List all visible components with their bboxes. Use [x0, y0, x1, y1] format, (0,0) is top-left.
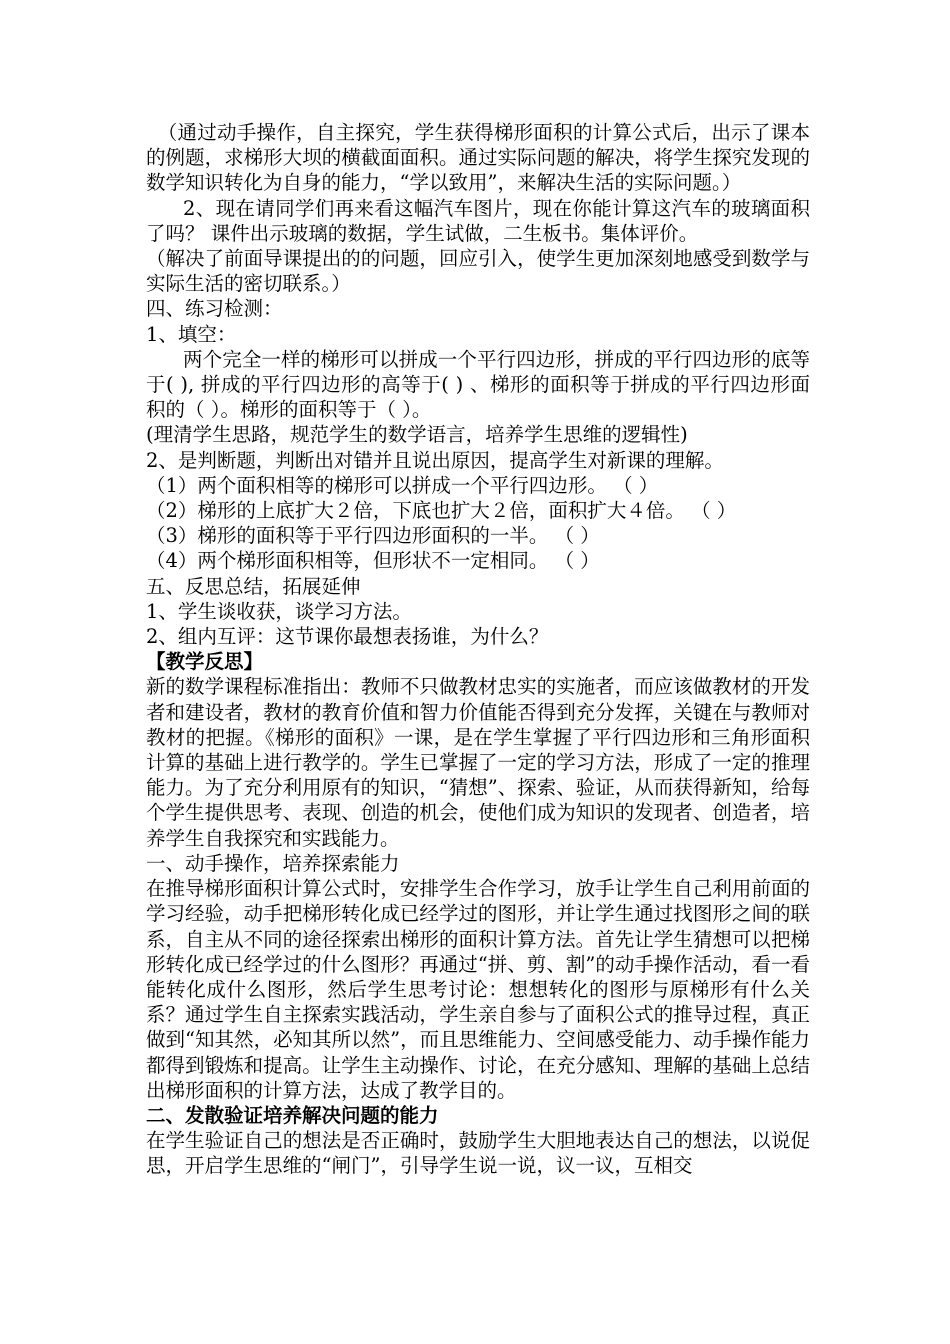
summary-item: 1、学生谈收获，谈学习方法。 — [146, 599, 412, 623]
reflection-paragraph-verify: 在学生验证自己的想法是否正确时，鼓励学生大胆地表达自己的想法，以说促思，开启学生思维的“闸门”，引导学生说一说，议一议，互相交 — [146, 1129, 810, 1178]
judge-item: （4）两个梯形面积相等，但形状不一定相同。 （ ） — [146, 549, 600, 573]
question-fill-blank-title: 1、填空： — [146, 322, 237, 346]
question-fill-blank-note: (理清学生思路，规范学生的数学语言，培养学生思维的逻辑性) — [146, 423, 688, 447]
section-heading-summary: 五、反思总结，拓展延伸 — [146, 574, 361, 598]
reflection-title: 【教学反思】 — [146, 650, 264, 674]
reflection-paragraph: 新的数学课程标准指出：教师不只做教材忠实的实施者，而应该做教材的开发者和建设者，教材的教育价值和智力价值能否得到充分发挥，关键在与教师对教材的把握。《梯形的面积》一课，是在学生掌握了平行四边形和三角形面积计算的基础上进行教学的。学生已掌握了一定的学习方法，形成了一定的推理能力。为了充分利用原有的知识，“猜想”、探索、验证，从而获得新知，给每个学生提供思考、表现、创造的机会，使他们成为知识的发现者、创造者，培养学生自我探究和实践能力。 — [146, 675, 810, 850]
document-body — [146, 120, 810, 1179]
section-heading-practice: 四、练习检测： — [146, 297, 283, 321]
judge-item: （2）梯形的上底扩大２倍，下底也扩大２倍，面积扩大４倍。 （ ） — [146, 499, 737, 523]
question-fill-blank-body: 两个完全一样的梯形可以拼成一个平行四边形，拼成的平行四边形的底等于( ), 拼成的平行四边形的高等于( ) 、梯形的面积等于拼成的平行四边形面积的（ ）。梯形的面积等于（ ）。 — [146, 347, 810, 422]
paragraph-example-note: （通过动手操作，自主探究，学生获得梯形面积的计算公式后，出示了课本的例题，求梯形大坝的横截面面积。通过实际问题的解决，将学生探究发现的数学知识转化为自身的能力，“学以致用”，来解决生活的实际问题。） — [146, 121, 810, 195]
reflection-heading-verify: 二、发散验证培养解决问题的能力 — [146, 1103, 439, 1127]
judge-item: （3）梯形的面积等于平行四边形面积的一半。 （ ） — [146, 524, 600, 548]
reflection-heading-operation: 一、动手操作，培养探索能力 — [146, 851, 400, 875]
paragraph-car-glass: 2、现在请同学们再来看这幅汽车图片，现在你能计算这汽车的玻璃面积了吗？ 课件出示玻璃的数据，学生试做，二生板书。集体评价。 — [146, 196, 810, 245]
reflection-paragraph-operation: 在推导梯形面积计算公式时，安排学生合作学习，放手让学生自己利用前面的学习经验，动手把梯形转化成已经学过的图形，并让学生通过找图形之间的联系，自主从不同的途径探索出梯形的面积计算方法。首先让学生猜想可以把梯形转化成已经学过的什么图形？再通过“拼、剪、割”的动手操作活动，看一看能转化成什么图形，然后学生思考讨论：想想转化的图形与原梯形有什么关系？通过学生自主探索实践活动，学生亲自参与了面积公式的推导过程，真正做到“知其然，必知其所以然”，而且思维能力、空间感受能力、动手操作能力都得到锻炼和提高。让学生主动操作、讨论，在充分感知、理解的基础上总结出梯形面积的计算方法，达成了教学目的。 — [146, 877, 810, 1102]
summary-item: 2、组内互评：这节课你最想表扬谁，为什么？ — [146, 625, 549, 649]
paragraph-car-note: （解决了前面导课提出的的问题，回应引入，使学生更加深刻地感受到数学与实际生活的密切联系。） — [146, 247, 810, 296]
judge-item: （1）两个面积相等的梯形可以拼成一个平行四边形。 （ ） — [146, 473, 659, 497]
question-judge-title: 2、是判断题，判断出对错并且说出原因，提高学生对新课的理解。 — [146, 448, 724, 472]
